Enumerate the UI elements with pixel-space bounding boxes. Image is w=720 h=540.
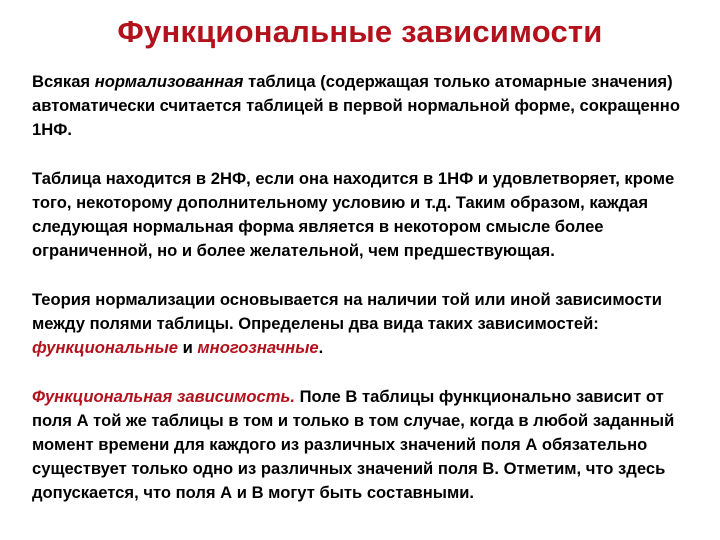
term-multivalued: многозначные — [197, 338, 319, 358]
p4-text-after: Поле В таблицы функционально зависит от поля А той же таблицы в том и только в том случае, когда в любой заданный момент времени для каждого из различных значений поля А обязательно существует только одно из различных значений поля В. Отметим, что здесь допускается, что поля А и В могут быть составными. — [32, 386, 675, 503]
term-functional-dependency: Функциональная зависимость. — [32, 386, 295, 406]
slide-title: Функциональные зависимости — [117, 14, 603, 49]
slide-body — [32, 70, 702, 506]
p3-text-before: Теория нормализации основывается на наличии той или иной зависимости между полями таблицы. Определены два вида таких зависимостей: — [32, 289, 662, 333]
p3-text-after: . — [318, 338, 324, 358]
p3-text-middle: и — [177, 338, 198, 358]
p2-text: Таблица находится в 2НФ, если она находится в 1НФ и удовлетворяет, кроме того, некоторому дополнительному условию и т.д. Таким образом, каждая следующая нормальная форма является в некотором смысле более ограниченной, но и более желательной, чем предшествующая. — [32, 168, 675, 261]
p1-text-before: Всякая — [32, 72, 95, 91]
paragraph-1nf — [32, 70, 702, 143]
p1-emphasis-normalized: нормализованная — [94, 72, 244, 91]
paragraph-functional-dependency — [32, 385, 702, 506]
term-functional: функциональные — [32, 338, 178, 358]
paragraph-normalization-theory — [32, 288, 702, 361]
paragraph-2nf — [32, 167, 702, 264]
p1-text-after: таблица (содержащая только атомарные значения) автоматически считается таблицей в первой нормальной форме, сокращенно 1НФ. — [32, 72, 680, 140]
